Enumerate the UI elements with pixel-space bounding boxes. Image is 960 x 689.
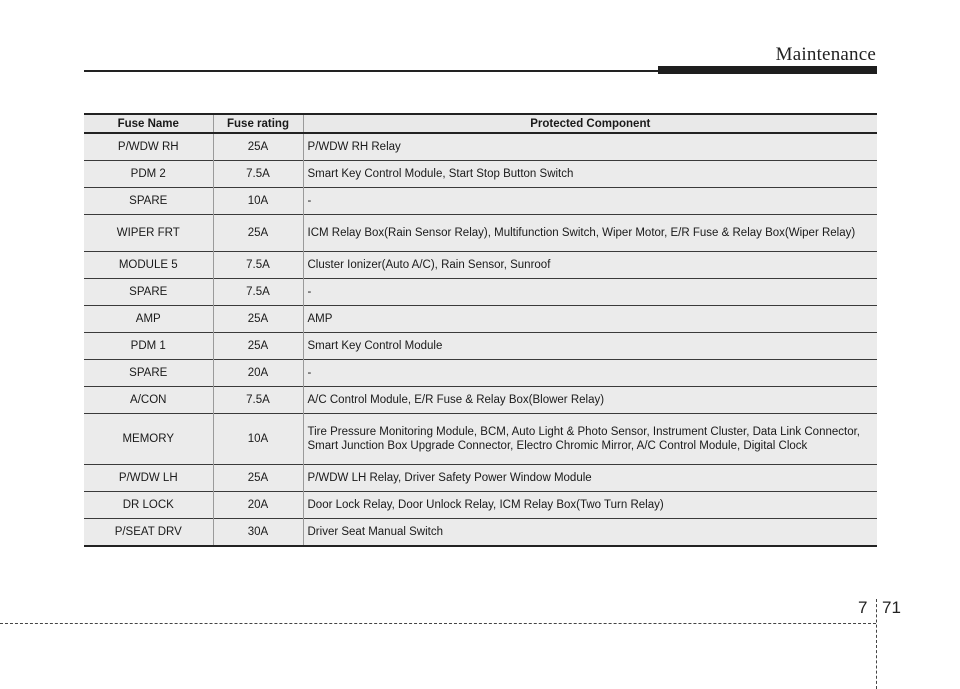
- protected-component-cell: A/C Control Module, E/R Fuse & Relay Box(Blower Relay): [303, 387, 877, 414]
- page-number: 71: [882, 598, 901, 617]
- protected-component-cell: -: [303, 360, 877, 387]
- table-row: [84, 306, 877, 333]
- table-row: [84, 387, 877, 414]
- protected-component-cell: Tire Pressure Monitoring Module, BCM, Auto Light & Photo Sensor, Instrument Cluster, Data Link Connector, Smart Junction Box Upgrade Connector, Electro Chromic Mirror, A/C Control Module, Digital Clock: [303, 414, 877, 465]
- fuse-rating-cell: 30A: [213, 519, 303, 547]
- protected-component-cell: -: [303, 279, 877, 306]
- fuse-rating-cell: 25A: [213, 465, 303, 492]
- section-title: Maintenance: [775, 44, 876, 65]
- fuse-name-cell: PDM 2: [130, 168, 166, 180]
- fuse-rating-cell: 7.5A: [213, 279, 303, 306]
- table-row: [84, 133, 877, 161]
- fuse-table: [84, 113, 877, 547]
- footer-rule: [0, 623, 876, 624]
- footer-divider: [876, 599, 877, 689]
- fuse-name-cell: MODULE 5: [118, 259, 178, 271]
- fuse-rating-cell: 10A: [213, 188, 303, 215]
- chapter-number: 7: [858, 598, 868, 617]
- table-row: [84, 360, 877, 387]
- fuse-name-cell: WIPER FRT: [116, 227, 180, 239]
- table-row: [84, 252, 877, 279]
- table-row: [84, 188, 877, 215]
- fuse-name-cell: SPARE: [129, 195, 168, 207]
- fuse-rating-cell: 7.5A: [213, 252, 303, 279]
- table-row: [84, 279, 877, 306]
- fuse-rating-cell: 25A: [213, 215, 303, 252]
- fuse-name-cell: PDM 1: [130, 340, 166, 352]
- fuse-name-cell: P/WDW RH: [117, 141, 179, 153]
- fuse-rating-cell: 25A: [213, 306, 303, 333]
- fuse-rating-cell: 7.5A: [213, 161, 303, 188]
- fuse-name-cell: A/CON: [130, 394, 167, 406]
- fuse-table-header: [84, 114, 877, 133]
- table-row: [84, 465, 877, 492]
- protected-component-cell: -: [303, 188, 877, 215]
- column-header-fuse-rating: Fuse rating: [213, 114, 303, 133]
- protected-component-cell: AMP: [303, 306, 877, 333]
- protected-component-cell: P/WDW LH Relay, Driver Safety Power Window Module: [303, 465, 877, 492]
- table-row: [84, 215, 877, 252]
- fuse-rating-cell: 20A: [213, 360, 303, 387]
- fuse-rating-cell: 25A: [213, 333, 303, 360]
- fuse-rating-cell: 25A: [213, 133, 303, 161]
- protected-component-cell: Cluster Ionizer(Auto A/C), Rain Sensor, Sunroof: [303, 252, 877, 279]
- protected-component-cell: Driver Seat Manual Switch: [303, 519, 877, 547]
- fuse-table-body: [84, 133, 877, 546]
- column-header-protected-component: Protected Component: [303, 114, 877, 133]
- fuse-rating-cell: 20A: [213, 492, 303, 519]
- protected-component-cell: ICM Relay Box(Rain Sensor Relay), Multifunction Switch, Wiper Motor, E/R Fuse & Relay Box(Wiper Relay): [303, 215, 877, 252]
- column-header-fuse-name: Fuse Name: [117, 117, 179, 130]
- header-rule-accent: [658, 66, 877, 74]
- fuse-name-cell: AMP: [135, 313, 161, 325]
- fuse-name-cell: DR LOCK: [122, 499, 174, 511]
- header-row: [84, 114, 877, 133]
- table-row: [84, 414, 877, 465]
- fuse-name-cell: SPARE: [129, 367, 168, 379]
- fuse-rating-cell: 7.5A: [213, 387, 303, 414]
- fuse-name-cell: MEMORY: [122, 433, 175, 445]
- protected-component-cell: Smart Key Control Module: [303, 333, 877, 360]
- fuse-name-cell: P/SEAT DRV: [114, 526, 182, 538]
- table-row: [84, 519, 877, 547]
- header-rule: [84, 70, 664, 72]
- table-row: [84, 333, 877, 360]
- table-row: [84, 492, 877, 519]
- fuse-name-cell: SPARE: [129, 286, 168, 298]
- table-row: [84, 161, 877, 188]
- fuse-rating-cell: 10A: [213, 414, 303, 465]
- protected-component-cell: Smart Key Control Module, Start Stop Button Switch: [303, 161, 877, 188]
- fuse-name-cell: P/WDW LH: [118, 472, 178, 484]
- protected-component-cell: P/WDW RH Relay: [303, 133, 877, 161]
- protected-component-cell: Door Lock Relay, Door Unlock Relay, ICM Relay Box(Two Turn Relay): [303, 492, 877, 519]
